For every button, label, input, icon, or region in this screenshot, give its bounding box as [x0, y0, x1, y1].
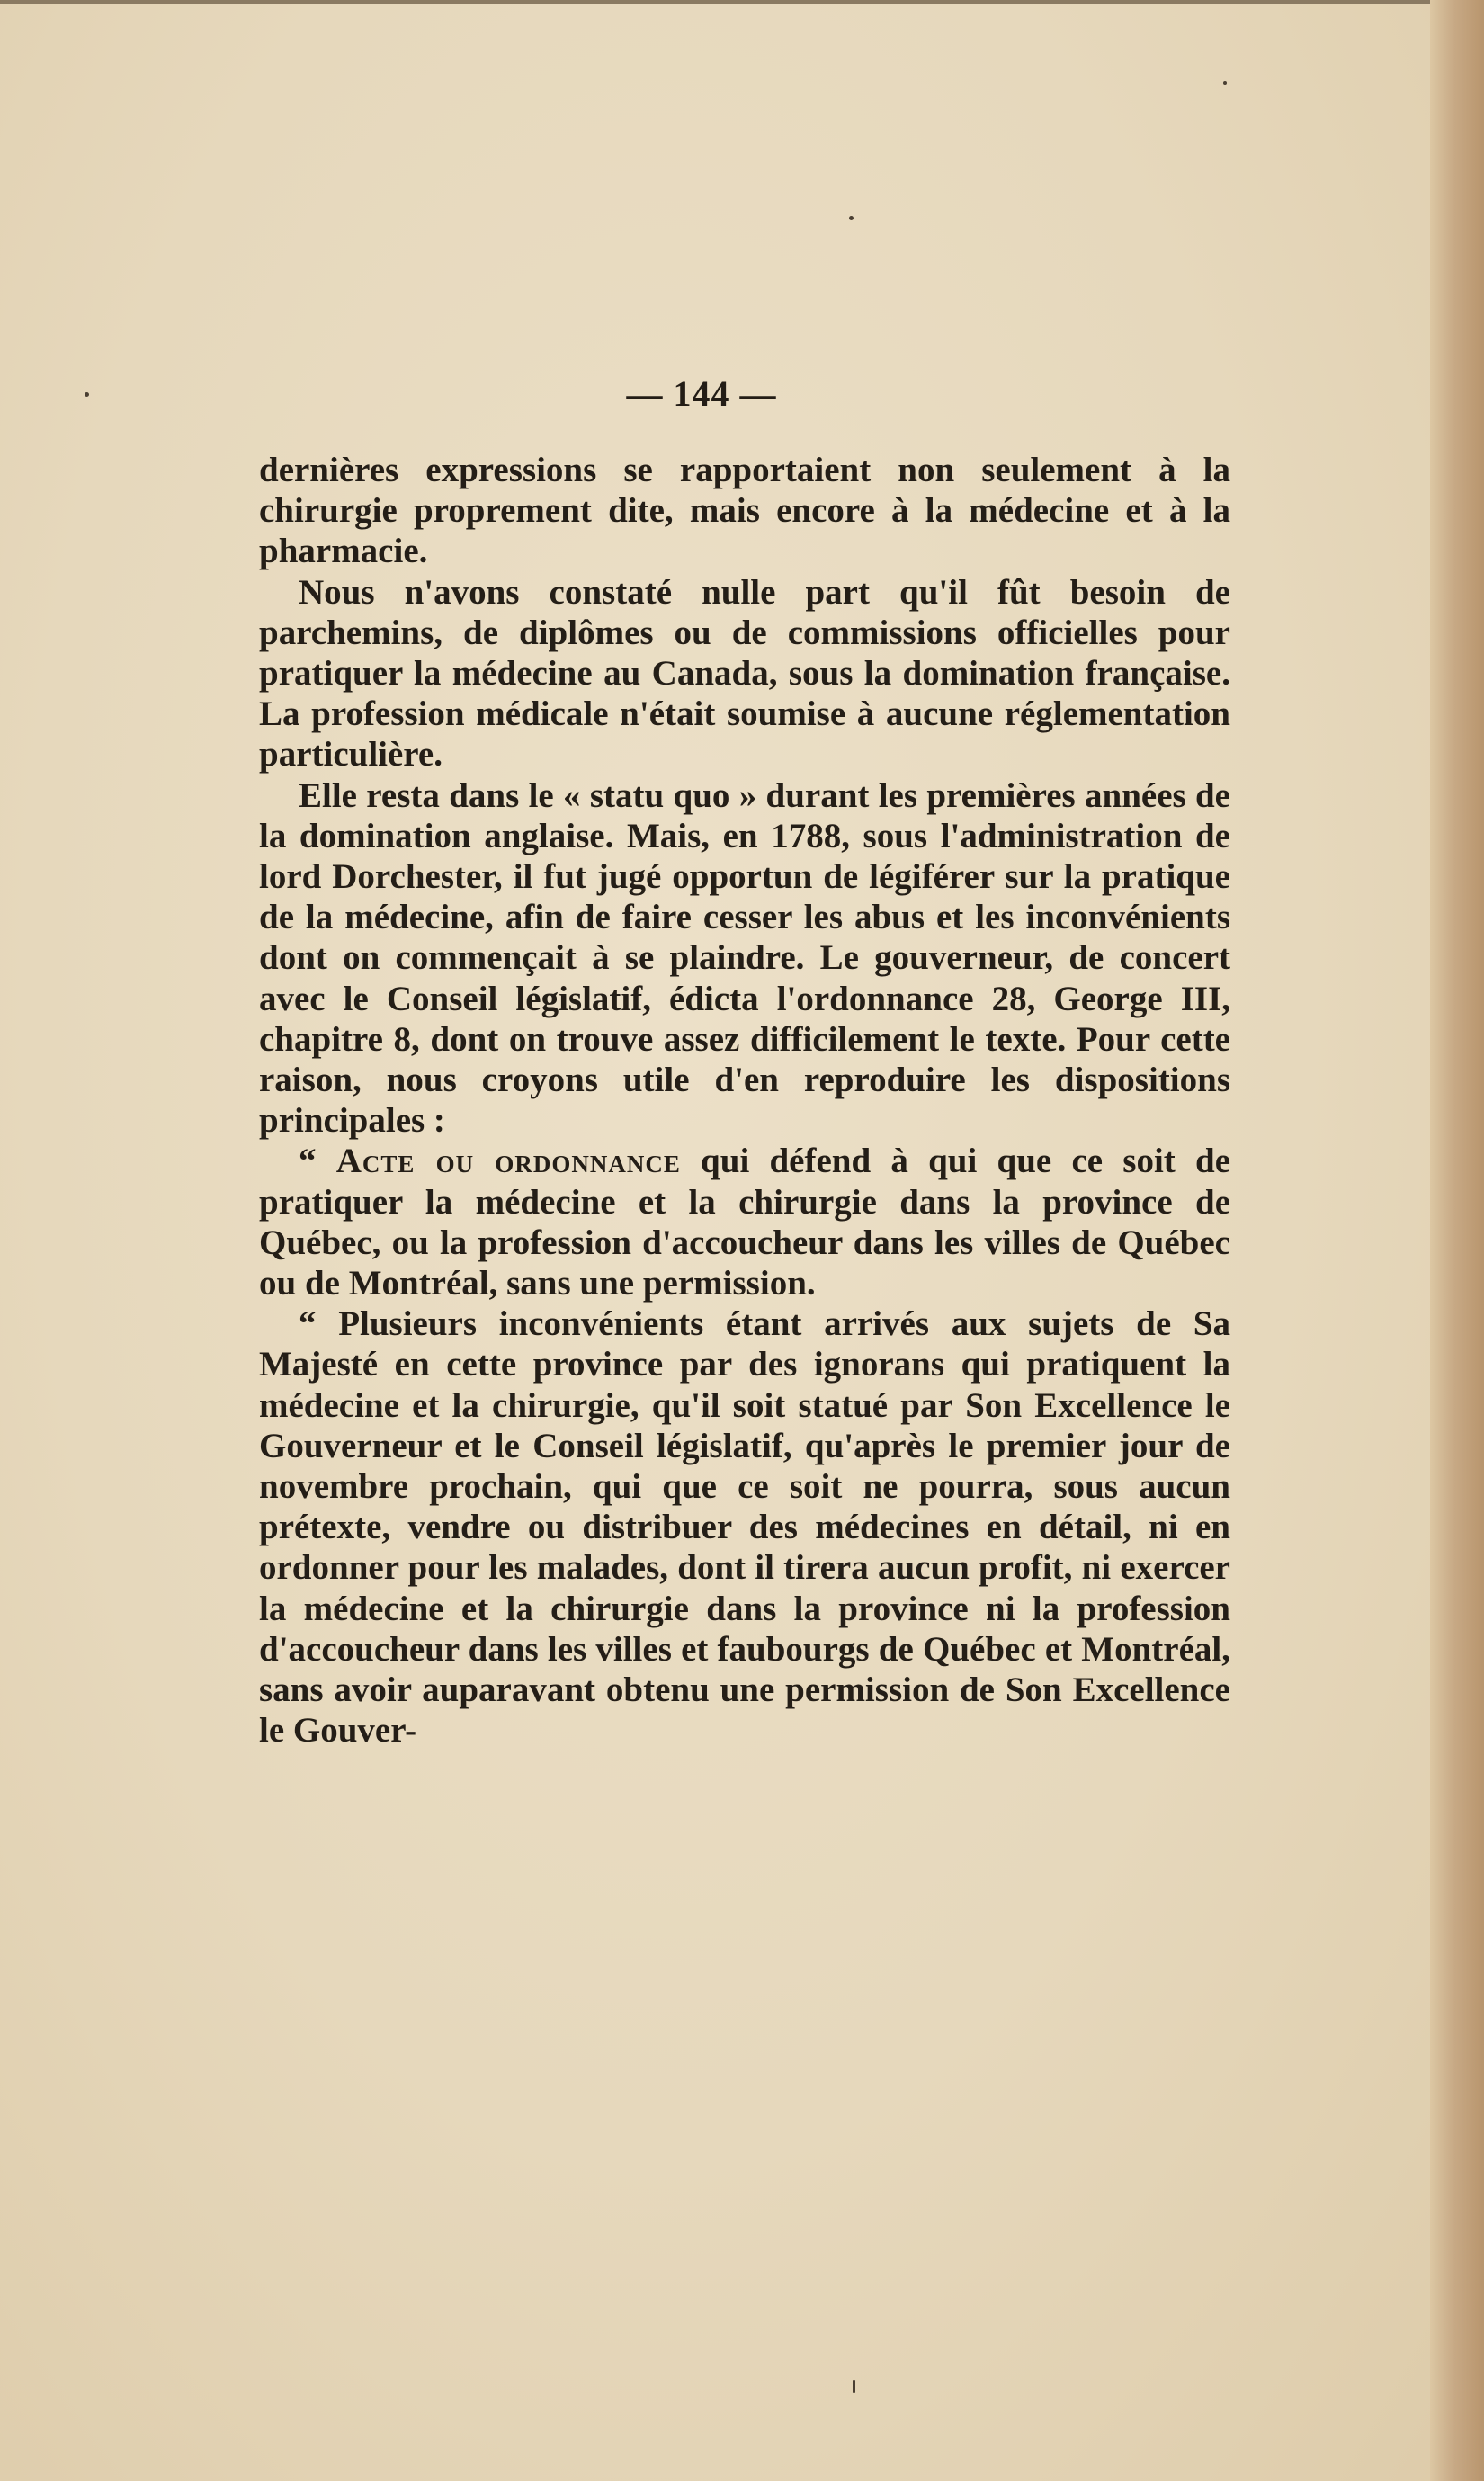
- act-title-smallcaps: Acte ou ordonnance: [335, 1142, 681, 1181]
- quote-title-rest: qui défend à qui que ce soit de pratiquer la médecine et la chirurgie dans la province de Québec, ou la profession d'accoucheur dans les villes de Québec ou de Montréal, sans une permission.: [259, 1142, 1231, 1303]
- paragraph-2: Nous n'avons constaté nulle part qu'il fût besoin de parchemins, de diplômes ou de commissions officielles pour pratiquer la médecine au Canada, sous la domination française. La profession médicale n'était soumise à aucune réglementation particulière.: [259, 572, 1230, 775]
- paragraph-1: dernières expressions se rapportaient non seulement à la chirurgie proprement dite, mais encore à la médecine et à la pharmacie.: [259, 451, 1230, 571]
- quote-open-mark: “: [299, 1142, 336, 1181]
- quote-title: [259, 1141, 1230, 1303]
- page-top-edge: [0, 0, 1439, 4]
- paper-speck: [853, 2380, 855, 2393]
- paper-speck: [1223, 81, 1227, 85]
- page-right-edge: [1430, 0, 1484, 2481]
- paper-speck: [849, 216, 854, 220]
- paragraph-3: Elle resta dans le « statu quo » durant les premières années de la domination anglaise. Mais, en 1788, sous l'administration de lord Dorchester, il fut jugé opportun de légiférer sur la pratique de la médecine, afin de faire cesser les abus et les inconvénients dont on commençait à se plaindre. Le gouverneur, de concert avec le Conseil législatif, édicta l'ordonnance 28, George III, chapitre 8, dont on trouve assez difficilement le texte. Pour cette raison, nous croyons utile d'en reproduire les dispositions principales :: [259, 775, 1230, 1141]
- quote-body: “ Plusieurs inconvénients étant arrivés aux sujets de Sa Majesté en cette province par des ignorans qui pratiquent la médecine et la chirurgie, qu'il soit statué par Son Excellence le Gouverneur et le Conseil législatif, qu'après le premier jour de novembre prochain, qui que ce soit ne pourra, sous aucun prétexte, vendre ou distribuer des médecines en détail, ni en ordonner pour les malades, dont il tirera aucun profit, ni exercer la médecine et la chirurgie dans la province ni la profession d'accoucheur dans les villes et faubourgs de Québec et Montréal, sans avoir auparavant obtenu une permission de Son Excellence le Gouver-: [259, 1304, 1230, 1751]
- body-text: [259, 450, 1230, 1751]
- page-number: — 144 —: [626, 373, 777, 414]
